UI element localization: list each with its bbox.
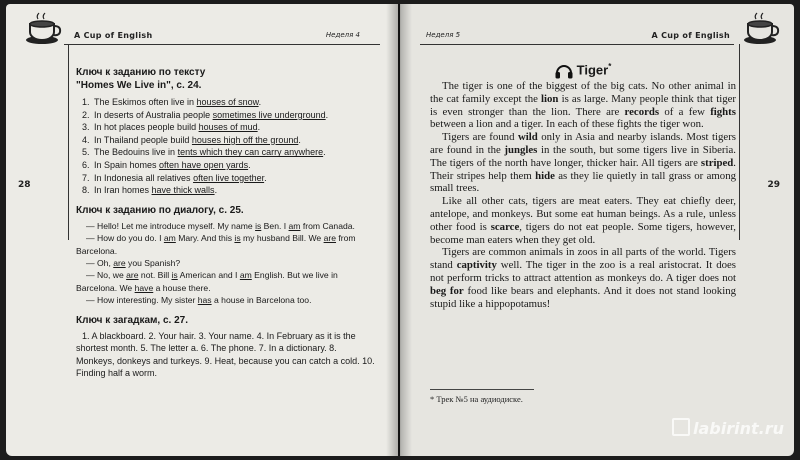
page-header (420, 26, 734, 45)
dialogue-line: — How interesting. My sister has a house in Barcelona too. (86, 295, 312, 306)
story-title: Tiger* (430, 56, 736, 80)
dialogue-line: — Hello! Let me introduce myself. My name is Ben. I am from Canada. (86, 220, 355, 231)
dialogue-line: — No, we are not. Bill is American and I am English. But we live in Barcelona. We have a house there. (76, 270, 338, 293)
riddles-key-text: 1. A blackboard. 2. Your hair. 3. Your name. 4. In February as it is the shortest month. 5. The letter a. 6. The phone. 7. In a dictionary. 8. Monkeys, donkeys and turkeys. 9. Heat, because you can catch a cold. 10. Finding half a worm. (76, 330, 375, 379)
story-paragraph: Tigers are found wild only in Asia and nearby islands. Most tigers are found in the jungles in the south, but some tigers live in Siberia. The tigers of the north have longer, thicker hair. All tigers are striped. Their stripes help them hide as they lie quietly in tall grass or among small trees. (430, 131, 736, 195)
footnote: * Трек №5 на аудиодиске. (430, 394, 523, 404)
footnote-rule (430, 389, 534, 390)
dialogue-key-heading: Ключ к заданию по диалогу, с. 25. (76, 204, 244, 216)
series-title: A Cup of English (74, 31, 153, 40)
story-body (430, 80, 736, 310)
dialogue-key (76, 220, 376, 307)
list-item: 8. In Iran homes have thick walls. (92, 184, 376, 197)
list-item: 4. In Thailand people build houses high off the ground. (92, 134, 376, 147)
series-title: A Cup of English (651, 31, 730, 40)
headphones-icon (555, 63, 573, 79)
dialogue-line: — How do you do. I am Mary. And this is my husband Bill. We are from Barcelona. (76, 233, 356, 256)
watermark: labirint.ru (672, 418, 784, 438)
text-key-heading: Ключ к заданию по тексту (76, 67, 206, 78)
right-page (400, 4, 794, 456)
riddles-key-heading: Ключ к загадкам, с. 27. (76, 314, 188, 326)
week-label: Неделя 4 (325, 31, 360, 39)
text-key-subheading: "Homes We Live in", с. 24. (76, 80, 202, 91)
story-paragraph: Tigers are common animals in zoos in all parts of the world. Tigers stand captivity well. The tiger in the zoo is a real aristocrat. It does not perform tricks to attract attention as monkeys do. A tiger does not beg for food like bears and elephants. And it does not stand looking stupid like a hippopotamus! (430, 246, 736, 310)
story (430, 56, 736, 310)
coffee-cup-icon (740, 10, 780, 46)
labirint-logo-icon (672, 418, 690, 436)
dialogue-line: — Oh, are you Spanish? (86, 257, 181, 268)
text-key-list (76, 96, 376, 197)
page-header (64, 26, 380, 45)
story-paragraph: The tiger is one of the biggest of the big cats. No other animal in the cat family except the lion is as large. Many people think that tiger is even stronger than the lion. There are records of a few fights between a lion and a tiger. In each of these fights the tiger won. (430, 80, 736, 131)
margin-rule (68, 44, 69, 240)
page-number: 28 (18, 180, 31, 190)
list-item: 7. In Indonesia all relatives often live together. (92, 172, 376, 185)
week-label: Неделя 5 (426, 31, 461, 39)
list-item: 3. In hot places people build houses of mud. (92, 121, 376, 134)
margin-rule (739, 44, 740, 240)
list-item: 1. The Eskimos often live in houses of snow. (92, 96, 376, 109)
list-item: 5. The Bedouins live in tents which they can carry anywhere. (92, 146, 376, 159)
answer-keys (76, 66, 376, 380)
list-item: 6. In Spain homes often have open yards. (92, 159, 376, 172)
left-page (6, 4, 398, 456)
book-spine-shadow (386, 4, 412, 456)
list-item: 2. In deserts of Australia people sometimes live underground. (92, 109, 376, 122)
coffee-cup-icon (24, 10, 64, 46)
story-paragraph: Like all other cats, tigers are meat eaters. They eat chiefly deer, antelope, and monkeys. But some eat human beings. As a rule, unless other food is scarce, tigers do not eat people. Some tigers, however, become man eaters when they get old. (430, 195, 737, 246)
page-number: 29 (767, 180, 780, 190)
